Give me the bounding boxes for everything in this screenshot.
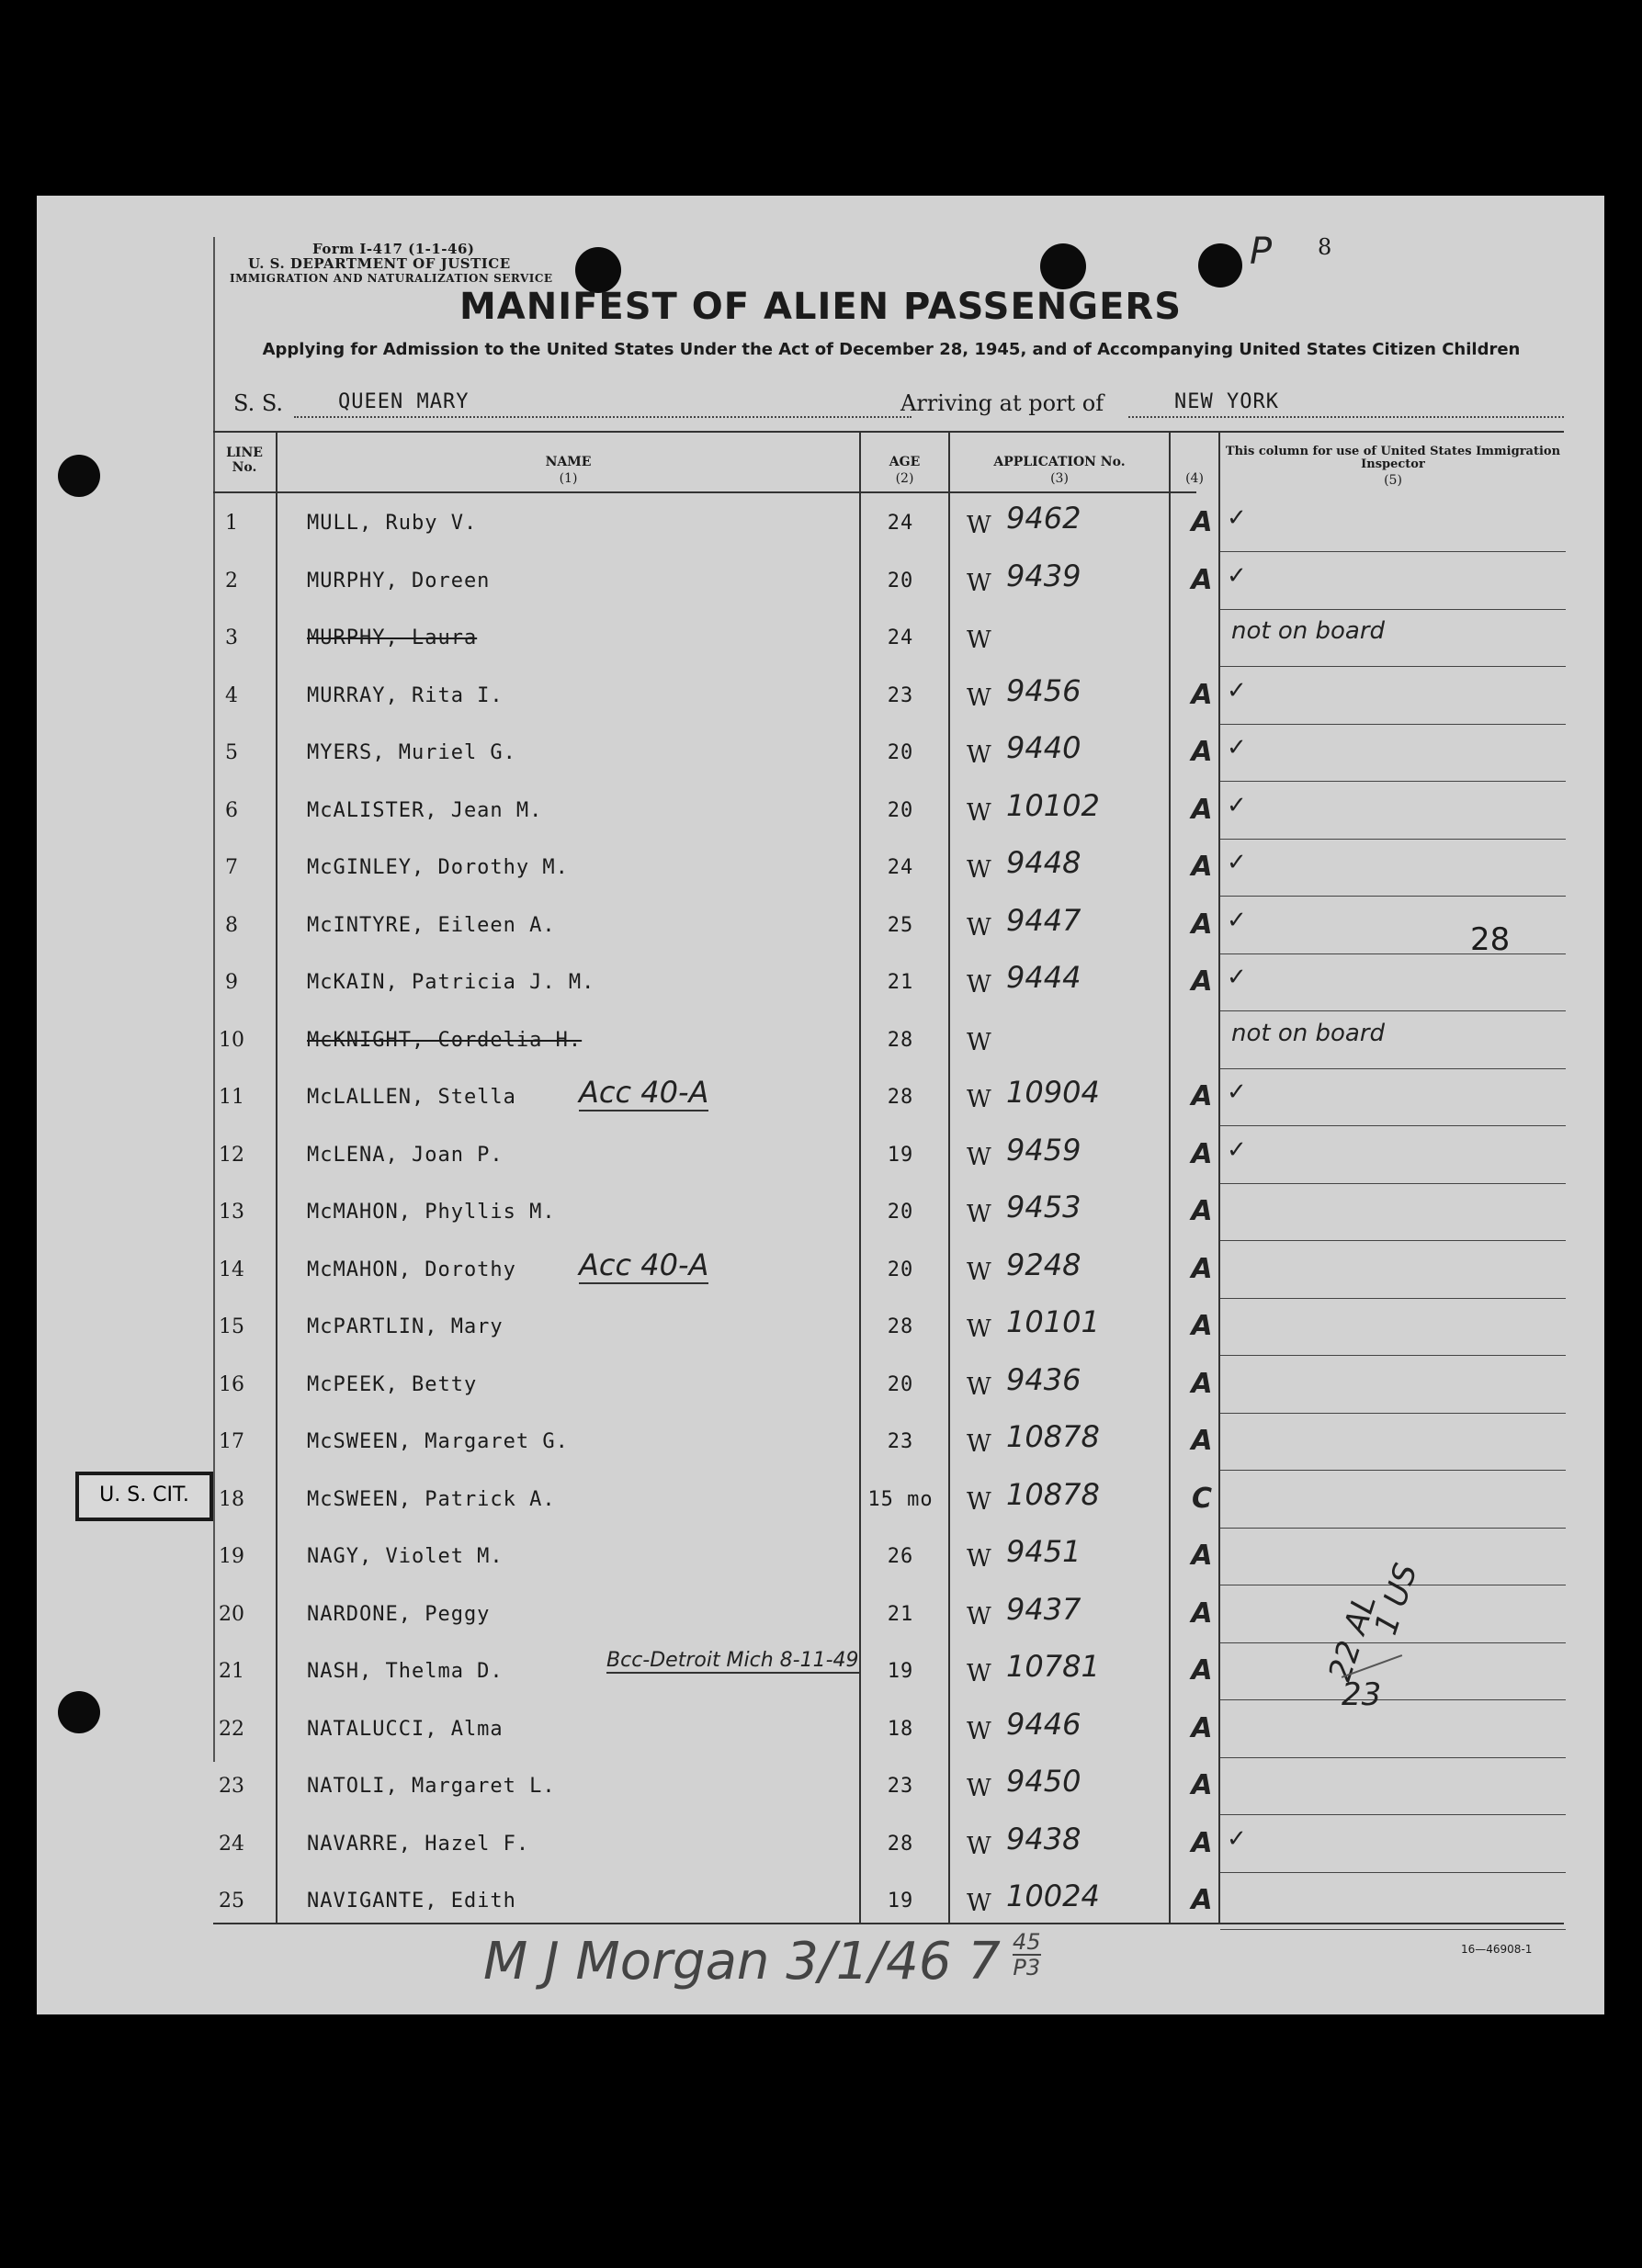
passenger-age: 19 [887, 1660, 914, 1683]
passenger-age: 23 [887, 683, 914, 707]
class-code: A [1191, 793, 1213, 826]
passenger-name: MYERS, Muriel G. [307, 741, 516, 764]
punch-hole [1040, 243, 1086, 289]
application-number: 9453 [1006, 1190, 1081, 1224]
passenger-age: 20 [887, 741, 914, 764]
table-row [37, 728, 1604, 785]
passenger-age: 20 [887, 1258, 914, 1281]
application-prefix: W [967, 913, 991, 942]
table-row [37, 1475, 1604, 1532]
class-code: A [1191, 1425, 1213, 1457]
tally-total: 23 [1342, 1676, 1382, 1713]
class-code: A [1191, 678, 1213, 711]
passenger-age: 19 [887, 1143, 914, 1167]
class-code: A [1191, 1137, 1213, 1170]
line-number: 4 [225, 683, 238, 707]
table-row [37, 786, 1604, 843]
inspector-rule [1220, 1929, 1566, 1930]
class-code: A [1191, 736, 1213, 768]
class-code: A [1191, 1195, 1213, 1227]
passenger-age: 20 [887, 1201, 914, 1224]
passenger-age: 21 [887, 971, 914, 994]
passenger-age: 28 [887, 1086, 914, 1109]
corner-mark: P [1250, 231, 1273, 273]
line-number: 12 [219, 1143, 244, 1167]
application-prefix: W [967, 1775, 991, 1802]
passenger-age: 15 mo [867, 1487, 934, 1511]
application-prefix: W [967, 971, 991, 999]
inspector-check: ✓ [1227, 734, 1247, 762]
form-number: Form I-417 (1-1-46) [312, 241, 475, 257]
application-prefix: W [967, 1372, 991, 1401]
line-number: 20 [219, 1602, 244, 1626]
col-age-number: (2) [895, 471, 914, 486]
application-number: 10101 [1006, 1304, 1100, 1339]
line-number: 19 [219, 1545, 244, 1568]
line-number: 15 [219, 1315, 244, 1338]
table-row [37, 614, 1604, 671]
inspector-check: ✓ [1227, 676, 1247, 705]
passenger-name: McKNIGHT, Cordelia H. [307, 1028, 583, 1052]
application-number: 10781 [1006, 1649, 1100, 1684]
punch-hole [1198, 243, 1242, 288]
passenger-name: McGINLEY, Dorothy M. [307, 856, 569, 879]
us-citizen-stamp: U. S. CIT. [75, 1472, 213, 1521]
passenger-age: 28 [887, 1832, 914, 1856]
passenger-age: 28 [887, 1315, 914, 1338]
line-number: 17 [219, 1430, 244, 1453]
line-number: 10 [219, 1028, 244, 1052]
class-code: A [1191, 1884, 1213, 1916]
application-number: 10878 [1006, 1476, 1100, 1512]
line-number: 9 [225, 971, 238, 994]
line-number: 8 [225, 913, 238, 937]
class-code: A [1191, 563, 1213, 596]
inspector-rule [1220, 1757, 1566, 1758]
inspector-rule [1220, 724, 1566, 725]
application-number: 9448 [1006, 845, 1081, 880]
table-top-rule [213, 431, 1564, 433]
passenger-age: 20 [887, 569, 914, 592]
passenger-name: McMAHON, Phyllis M. [307, 1201, 556, 1224]
application-number: 9440 [1006, 730, 1081, 765]
application-number: 9459 [1006, 1132, 1081, 1168]
page-number: 8 [1318, 234, 1332, 260]
table-row [37, 843, 1604, 900]
application-number: 9444 [1006, 960, 1081, 995]
inspector-rule [1220, 1470, 1566, 1471]
passenger-name: McPARTLIN, Mary [307, 1315, 504, 1338]
col-inspector-number: (5) [1384, 473, 1402, 488]
application-prefix: W [967, 1602, 991, 1630]
application-number: 9450 [1006, 1764, 1081, 1799]
page-subtitle: Applying for Admission to the United States Under the Act of December 28, 1945, and of Accompanying United States Citizen Children [262, 340, 1521, 359]
header-rule [213, 491, 1196, 493]
application-prefix: W [967, 683, 991, 712]
inspector-rule [1220, 1183, 1566, 1184]
inspector-rule [1220, 1814, 1566, 1815]
passenger-name: NARDONE, Peggy [307, 1602, 491, 1626]
port-label: Arriving at port of [900, 390, 1104, 416]
line-number: 3 [225, 626, 238, 649]
application-prefix: W [967, 1143, 991, 1171]
application-prefix: W [967, 1832, 991, 1860]
inspector-check: ✓ [1227, 1078, 1247, 1106]
inspector-check: ✓ [1227, 849, 1247, 876]
passenger-age: 24 [887, 626, 914, 649]
fraction-bottom: P3 [1013, 1955, 1041, 1980]
col-name-header: NAME [545, 455, 592, 469]
application-prefix: W [967, 1660, 991, 1687]
inspector-check: ✓ [1227, 1824, 1247, 1853]
application-number: 9446 [1006, 1706, 1081, 1742]
passenger-name: NAGY, Violet M. [307, 1545, 504, 1568]
passenger-age: 28 [887, 1028, 914, 1052]
tally-us: 1 US [1367, 1559, 1425, 1640]
line-number: 13 [219, 1201, 244, 1224]
application-prefix: W [967, 1545, 991, 1573]
passenger-age: 19 [887, 1890, 914, 1913]
inspector-rule [1220, 896, 1566, 897]
class-code: A [1191, 851, 1213, 883]
application-number: 9437 [1006, 1591, 1081, 1627]
table-row [37, 1073, 1604, 1130]
passenger-age: 21 [887, 1602, 914, 1626]
inspector-signature: M J Morgan 3/1/46 7 [483, 1932, 1001, 1992]
col-line-header: LINE No. [226, 446, 263, 475]
inspector-check: ✓ [1227, 791, 1247, 819]
application-prefix: W [967, 1717, 991, 1745]
class-code: A [1191, 1310, 1213, 1342]
passenger-name: NATALUCCI, Alma [307, 1717, 504, 1741]
application-number: 9248 [1006, 1247, 1081, 1282]
line-number: 1 [225, 512, 238, 535]
inspector-check: ✓ [1227, 964, 1247, 991]
passenger-name: McALISTER, Jean M. [307, 798, 543, 822]
class-code: A [1191, 1540, 1213, 1572]
class-code: A [1191, 1769, 1213, 1801]
passenger-name: MURPHY, Laura [307, 626, 478, 649]
passenger-age: 20 [887, 1372, 914, 1396]
passenger-age: 24 [887, 512, 914, 535]
class-code: A [1191, 1711, 1213, 1744]
class-code: A [1191, 1826, 1213, 1859]
fraction-top: 45 [1013, 1929, 1041, 1955]
line-number: 23 [219, 1775, 244, 1798]
passenger-name: McLENA, Joan P. [307, 1143, 504, 1167]
row-note: not on board [1231, 617, 1386, 645]
application-number: 9462 [1006, 501, 1081, 536]
inspector-rule [1220, 1872, 1566, 1873]
inspector-rule [1220, 1125, 1566, 1126]
inspector-rule [1220, 1068, 1566, 1069]
signature-fraction [1013, 1930, 1041, 1980]
class-code: A [1191, 1080, 1213, 1112]
inspector-rule [1220, 839, 1566, 840]
inspector-rule [1220, 1528, 1566, 1529]
passenger-name: MULL, Ruby V. [307, 512, 478, 535]
table-row [37, 958, 1604, 1015]
class-code: A [1191, 1252, 1213, 1285]
line-number: 24 [219, 1832, 244, 1856]
application-number: 9436 [1006, 1361, 1081, 1397]
passenger-name: MURPHY, Doreen [307, 569, 491, 592]
passenger-name: McSWEEN, Patrick A. [307, 1487, 556, 1511]
class-code: C [1191, 1482, 1213, 1515]
class-code: A [1191, 1597, 1213, 1630]
passenger-name: MURRAY, Rita I. [307, 683, 504, 707]
application-prefix: W [967, 1487, 991, 1516]
table-row [37, 499, 1604, 556]
col-4-header: (4) [1185, 471, 1204, 486]
line-number: 16 [219, 1372, 244, 1396]
application-prefix: W [967, 1315, 991, 1343]
line-number: 18 [219, 1487, 244, 1511]
application-number: 9451 [1006, 1534, 1081, 1569]
application-prefix: W [967, 856, 991, 884]
line-number: 14 [219, 1258, 244, 1281]
col-application-number: (3) [1050, 471, 1069, 486]
class-code: A [1191, 1654, 1213, 1687]
table-row [37, 1246, 1604, 1303]
port-field [1128, 390, 1564, 418]
inspector-rule [1220, 953, 1566, 954]
passenger-name: NATOLI, Margaret L. [307, 1775, 556, 1798]
tally-alien: 22 AL [1321, 1590, 1385, 1686]
port-name: NEW YORK [1174, 390, 1279, 413]
table-row [37, 1532, 1604, 1589]
application-number: 9447 [1006, 902, 1081, 938]
row-annotation: Bcc-Detroit Mich 8-11-49 [606, 1649, 859, 1672]
row-annotation: Acc 40-A [579, 1247, 709, 1282]
application-prefix: W [967, 1028, 991, 1056]
inspector-rule [1220, 1298, 1566, 1299]
passenger-name: NAVARRE, Hazel F. [307, 1832, 530, 1856]
table-row [37, 1131, 1604, 1188]
application-number: 10024 [1006, 1879, 1100, 1913]
department: U. S. DEPARTMENT OF JUSTICE [248, 255, 511, 272]
inspector-rule [1220, 1642, 1566, 1643]
table-row [37, 1762, 1604, 1819]
passenger-name: McPEEK, Betty [307, 1372, 478, 1396]
application-prefix: W [967, 1890, 991, 1917]
class-code: A [1191, 965, 1213, 998]
application-prefix: W [967, 1201, 991, 1228]
application-prefix: W [967, 512, 991, 539]
passenger-name: McKAIN, Patricia J. M. [307, 971, 595, 994]
table-row [37, 1016, 1604, 1073]
inspector-rule [1220, 1413, 1566, 1414]
page-title: MANIFEST OF ALIEN PASSENGERS [459, 286, 1183, 328]
line-number: 25 [219, 1890, 244, 1913]
inspector-rule [1220, 1240, 1566, 1241]
passenger-name: NASH, Thelma D. [307, 1660, 504, 1683]
ship-field [294, 390, 912, 418]
manifest-page [37, 196, 1604, 2014]
table-row [37, 671, 1604, 728]
application-number: 9439 [1006, 558, 1081, 593]
table-row [37, 1188, 1604, 1245]
inspector-rule [1220, 609, 1566, 610]
row-annotation: Acc 40-A [579, 1075, 709, 1110]
passenger-age: 24 [887, 856, 914, 879]
line-number: 6 [225, 798, 238, 822]
passenger-name: McLALLEN, Stella [307, 1086, 516, 1109]
application-number: 10904 [1006, 1075, 1100, 1110]
inspector-rule [1220, 1355, 1566, 1356]
line-number: 2 [225, 569, 238, 592]
class-code: A [1191, 506, 1213, 538]
inspector-rule [1220, 1010, 1566, 1011]
passenger-name: McSWEEN, Margaret G. [307, 1430, 569, 1453]
col-age-header: AGE [889, 455, 921, 469]
table-row [37, 1877, 1604, 1934]
table-row [37, 1303, 1604, 1360]
application-prefix: W [967, 798, 991, 827]
passenger-age: 18 [887, 1717, 914, 1741]
application-prefix: W [967, 1430, 991, 1458]
application-number: 10102 [1006, 787, 1100, 823]
passenger-name: McMAHON, Dorothy [307, 1258, 516, 1281]
class-code: A [1191, 1367, 1213, 1400]
line-number: 7 [225, 856, 238, 879]
inspector-check: ✓ [1227, 561, 1247, 590]
passenger-age: 26 [887, 1545, 914, 1568]
col-name-number: (1) [559, 471, 578, 486]
inspector-rule [1220, 666, 1566, 667]
passenger-age: 20 [887, 798, 914, 822]
passenger-age: 23 [887, 1775, 914, 1798]
line-number: 11 [219, 1086, 244, 1109]
passenger-age: 25 [887, 913, 914, 937]
application-number: 9438 [1006, 1821, 1081, 1856]
inspector-rule [1220, 1699, 1566, 1700]
table-row [37, 901, 1604, 958]
ship-name: QUEEN MARY [338, 390, 470, 413]
application-prefix: W [967, 741, 991, 769]
table-row [37, 1417, 1604, 1474]
inspector-check: ✓ [1227, 906, 1247, 934]
inspector-check: ✓ [1227, 1135, 1247, 1164]
passenger-name: McINTYRE, Eileen A. [307, 913, 556, 937]
ship-label: S. S. [233, 390, 284, 416]
application-prefix: W [967, 1086, 991, 1113]
passenger-age: 23 [887, 1430, 914, 1453]
application-prefix: W [967, 569, 991, 597]
col-inspector-header: This column for use of United States Immigration Inspector [1225, 445, 1561, 471]
application-prefix: W [967, 626, 991, 654]
table-row [37, 557, 1604, 614]
line-number: 21 [219, 1660, 244, 1683]
table-row [37, 1820, 1604, 1877]
line-number: 5 [225, 741, 238, 764]
table-row [37, 1360, 1604, 1417]
application-prefix: W [967, 1258, 991, 1286]
row-note: not on board [1231, 1019, 1386, 1047]
col-application-header: APPLICATION No. [993, 455, 1126, 469]
line-number: 22 [219, 1717, 244, 1741]
application-number: 10878 [1006, 1419, 1100, 1454]
form-code: 16—46908-1 [1461, 1943, 1533, 1956]
class-code: A [1191, 908, 1213, 941]
inspector-rule [1220, 781, 1566, 782]
inspector-check: ✓ [1227, 504, 1247, 532]
passenger-name: NAVIGANTE, Edith [307, 1890, 516, 1913]
inspector-rule [1220, 551, 1566, 552]
punch-hole [58, 455, 100, 497]
margin-count: 28 [1470, 921, 1511, 958]
application-number: 9456 [1006, 672, 1081, 708]
service: IMMIGRATION AND NATURALIZATION SERVICE [230, 272, 553, 285]
